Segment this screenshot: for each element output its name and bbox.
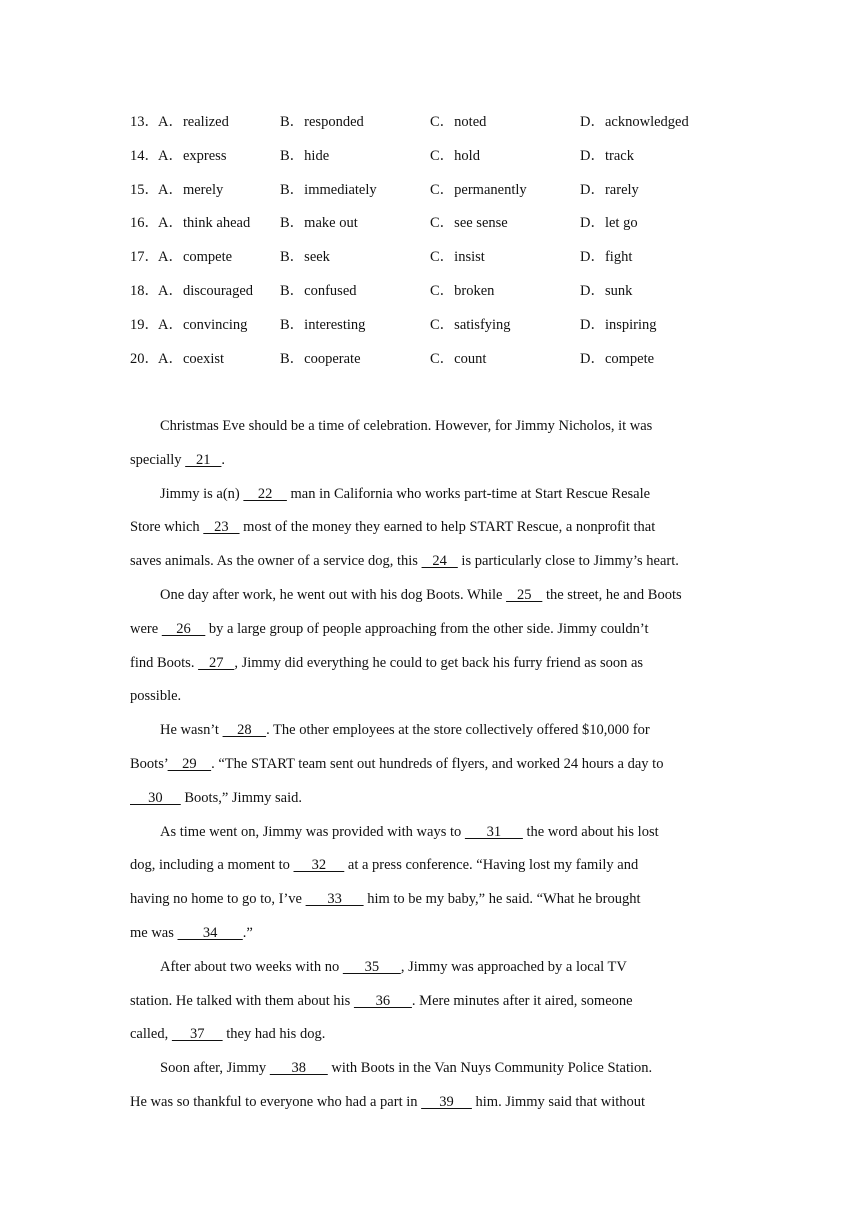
option-b: B．confused [280,282,357,299]
passage-text: . Mere minutes after it aired, someone [411,992,633,1009]
passage-text: Jimmy is a(n) [160,485,244,502]
passage-line [130,919,730,953]
passage-line [130,1020,730,1054]
passage-text: the street, he and Boots [542,586,682,603]
passage-text: possible. [130,688,182,705]
passage-text: find Boots. [130,654,199,671]
passage-line [130,547,730,581]
passage-line [130,716,730,750]
passage-line [130,615,730,649]
blank-35: 35 [342,958,401,975]
option-a: A．merely [158,181,224,198]
passage-text: me was [130,924,178,941]
passage-text: . The other employees at the store collectively offered $10,000 for [266,722,650,739]
passage-text: him. Jimmy said that without [471,1093,646,1110]
blank-22: 22 [243,485,287,502]
passage-text: having no home to go to, I’ve [130,891,306,908]
passage-text: dog, including a moment to [130,857,294,874]
passage-line [130,446,730,480]
option-d: D．let go [580,215,638,232]
option-row-18 [130,281,750,315]
passage-text: station. He talked with them about his [130,992,354,1009]
option-d: D．fight [580,249,633,266]
option-b: B．hide [280,147,330,164]
option-row-19 [130,315,750,349]
passage-text: at a press conference. “Having lost my family and [344,857,639,874]
answer-options [130,112,750,382]
passage-text: Christmas Eve should be a time of celebration. However, for Jimmy Nicholos, it was [160,418,653,434]
passage-text: He was so thankful to everyone who had a part in [130,1093,422,1110]
passage-text: him to be my baby,” he said. “What he brought [363,891,641,908]
option-c: C．permanently [430,181,527,198]
option-b: B．seek [280,249,330,266]
passage-text: man in California who works part-time at Start Rescue Resale [286,485,651,502]
question-number: 15． [130,181,159,198]
option-a: A．coexist [158,350,225,367]
blank-25: 25 [506,586,543,603]
option-a: A．realized [158,114,229,130]
option-a: A．discouraged [158,282,254,299]
blank-33: 33 [305,891,364,908]
passage-text: He wasn’t [160,722,223,739]
option-d: D．track [580,147,634,164]
option-d: D．rarely [580,181,639,198]
option-d: D．acknowledged [580,114,689,130]
option-row-17 [130,247,750,281]
passage-text: most of the money they earned to help START Rescue, a nonprofit that [239,519,656,536]
option-c: C．satisfying [430,316,511,333]
option-c: C．see sense [430,215,508,232]
blank-30: 30 [130,789,181,806]
passage-line [130,818,730,852]
passage-text: .” [242,924,253,941]
blank-24: 24 [421,553,458,570]
cloze-passage [130,412,730,1122]
question-number: 17． [130,249,159,266]
passage-line [130,581,730,615]
blank-29: 29 [167,755,212,772]
passage-line [130,1054,730,1088]
question-number: 18． [130,282,159,299]
blank-32: 32 [293,857,345,874]
passage-line [130,750,730,784]
option-b: B．immediately [280,181,377,198]
passage-text: by a large group of people approaching from the other side. Jimmy couldn’t [205,620,649,637]
passage-text: . “The START team sent out hundreds of flyers, and worked 24 hours a day to [211,755,664,772]
blank-26: 26 [161,620,206,637]
blank-36: 36 [353,992,412,1009]
option-d: D．sunk [580,282,633,299]
blank-28: 28 [222,722,267,739]
option-row-15 [130,180,750,214]
blank-21: 21 [185,451,222,468]
passage-text: saves animals. As the owner of a service dog, this [130,553,422,570]
passage-line [130,851,730,885]
option-a: A．think ahead [158,215,251,232]
option-b: B．responded [280,114,364,130]
passage-line [130,987,730,1021]
option-d: D．compete [580,350,655,367]
passage-line [130,1088,730,1122]
blank-39: 39 [421,1093,472,1110]
question-number: 20． [130,350,159,367]
passage-text: the word about his lost [522,823,659,840]
option-b: B．cooperate [280,350,361,367]
passage-text: is particularly close to Jimmy’s heart. [457,553,679,570]
option-d: D．inspiring [580,316,657,333]
question-number: 14． [130,147,159,164]
blank-27: 27 [198,654,235,671]
passage-text: Soon after, Jimmy [160,1060,270,1077]
option-c: C．hold [430,147,480,164]
option-row-16 [130,213,750,247]
blank-37: 37 [171,1026,223,1043]
passage-line [130,953,730,987]
passage-text: Boots’ [130,755,168,772]
blank-34: 34 [177,924,243,941]
passage-text: specially [130,451,186,468]
passage-text: were [130,620,162,637]
passage-text: with Boots in the Van Nuys Community Police Station. [327,1060,653,1077]
option-row-14 [130,146,750,180]
option-row-20 [130,349,750,383]
option-b: B．make out [280,215,358,232]
option-c: C．count [430,350,487,367]
passage-line [130,412,730,446]
option-b: B．interesting [280,316,366,333]
passage-line [130,480,730,514]
passage-line [130,649,730,683]
blank-38: 38 [269,1060,328,1077]
blank-23: 23 [203,519,240,536]
passage-text: , Jimmy was approached by a local TV [400,958,627,975]
passage-text: . [221,451,226,468]
option-c: C．noted [430,114,487,130]
question-number: 13． [130,114,159,130]
passage-text: As time went on, Jimmy was provided with ways to [160,823,465,840]
passage-text: One day after work, he went out with his dog Boots. While [160,586,507,603]
passage-text: they had his dog. [222,1026,326,1043]
passage-text: After about two weeks with no [160,958,343,975]
option-a: A．express [158,147,227,164]
question-number: 16． [130,215,159,232]
option-c: C．broken [430,282,495,299]
blank-31: 31 [464,823,523,840]
passage-line [130,682,730,716]
option-row-13 [130,112,750,146]
passage-line [130,885,730,919]
passage-line [130,513,730,547]
passage-text: , Jimmy did everything he could to get back his furry friend as soon as [234,654,644,671]
question-number: 19． [130,316,159,333]
option-a: A．compete [158,249,233,266]
passage-text: Store which [130,519,204,536]
option-c: C．insist [430,249,485,266]
option-a: A．convincing [158,316,248,333]
passage-text: called, [130,1026,172,1043]
passage-line [130,784,730,818]
passage-text: Boots,” Jimmy said. [180,789,302,806]
